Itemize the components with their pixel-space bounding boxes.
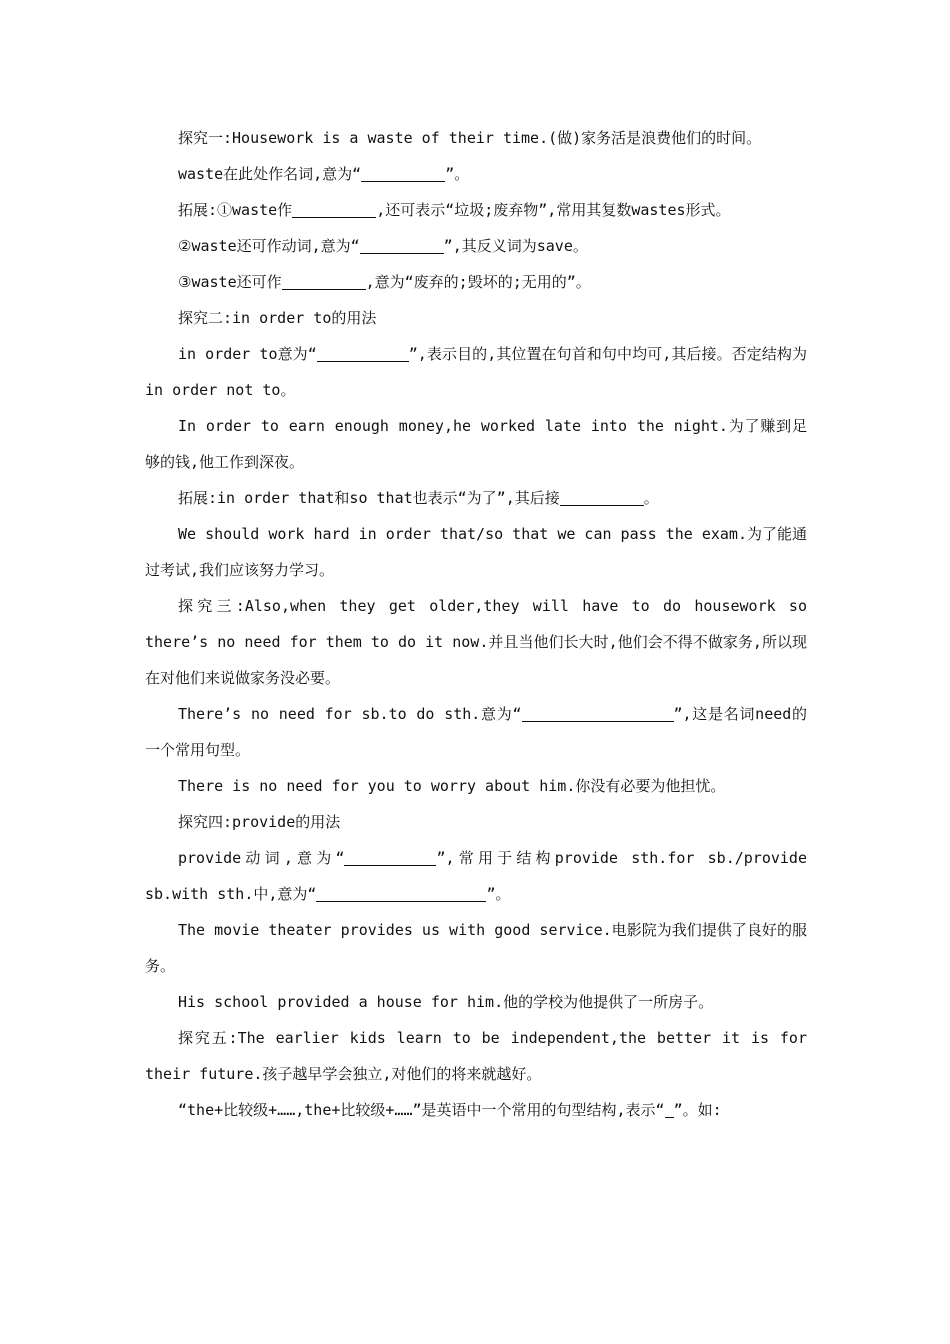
q5-meaning: “the+比较级+……,the+比较级+……”是英语中一个常用的句型结构,表示“ ”。如:: [178, 1101, 722, 1119]
answer-blank[interactable]: [317, 344, 409, 362]
q3-example: There is no need for you to worry about him.你没有必要为他担忧。: [178, 777, 726, 795]
q1-extension-3: ③waste还可作 ,意为“废弃的;毁坏的;无用的”。: [178, 273, 591, 291]
q1-title: 探究一:Housework is a waste of their time.(做)家务活是浪费他们的时间。: [178, 129, 762, 147]
answer-blank[interactable]: [560, 488, 644, 506]
q2-example: In order to earn enough money,he worked late into the night.为了赚到足够的钱,他工作到深夜。: [145, 417, 807, 471]
q4-example-2: His school provided a house for him.他的学校为他提供了一所房子。: [178, 993, 714, 1011]
q1-extension-2: ②waste还可作动词,意为“ ”,其反义词为save。: [178, 237, 588, 255]
answer-blank[interactable]: [665, 1100, 674, 1118]
q1-extension-1: 拓展:①waste作 ,还可表示“垃圾;废弃物”,常用其复数wastes形式。: [178, 201, 731, 219]
answer-blank[interactable]: [282, 272, 366, 290]
q2-example-2: We should work hard in order that/so that we can pass the exam.为了能通过考试,我们应该努力学习。: [145, 525, 807, 579]
q2-meaning: in order to意为“ ”,表示目的,其位置在句首和句中均可,其后接。否定结构为in order not to。: [145, 345, 807, 399]
q2-extension: 拓展:in order that和so that也表示“为了”,其后接 。: [178, 489, 659, 507]
answer-blank[interactable]: [292, 200, 376, 218]
q3-meaning: There’s no need for sb.to do sth.意为“ ”,这是名词need的一个常用句型。: [145, 705, 808, 759]
q2-title: 探究二:in order to的用法: [178, 309, 377, 327]
document-body: [145, 120, 807, 1128]
q4-example-1: The movie theater provides us with good service.电影院为我们提供了良好的服务。: [145, 921, 807, 975]
q4-meaning: provide动词,意为“ ”,常用于结构provide sth.for sb./provide sb.with sth.中,意为“ ”。: [145, 849, 807, 903]
answer-blank[interactable]: [360, 236, 444, 254]
q5-title: 探究五:The earlier kids learn to be independent,the better it is for their future.孩子越早学会独立,对他们的将来就越好。: [145, 1029, 807, 1083]
answer-blank[interactable]: [522, 704, 674, 722]
answer-blank[interactable]: [361, 164, 445, 182]
q4-title: 探究四:provide的用法: [178, 813, 341, 831]
answer-blank[interactable]: [344, 848, 436, 866]
q3-title: 探究三:Also,when they get older,they will have to do housework so there’s no need for them to do it now.并且当他们长大时,他们会不得不做家务,所以现在对他们来说做家务没必要。: [145, 597, 807, 687]
answer-blank[interactable]: [316, 884, 486, 902]
q1-meaning: waste在此处作名词,意为“ ”。: [178, 165, 470, 183]
